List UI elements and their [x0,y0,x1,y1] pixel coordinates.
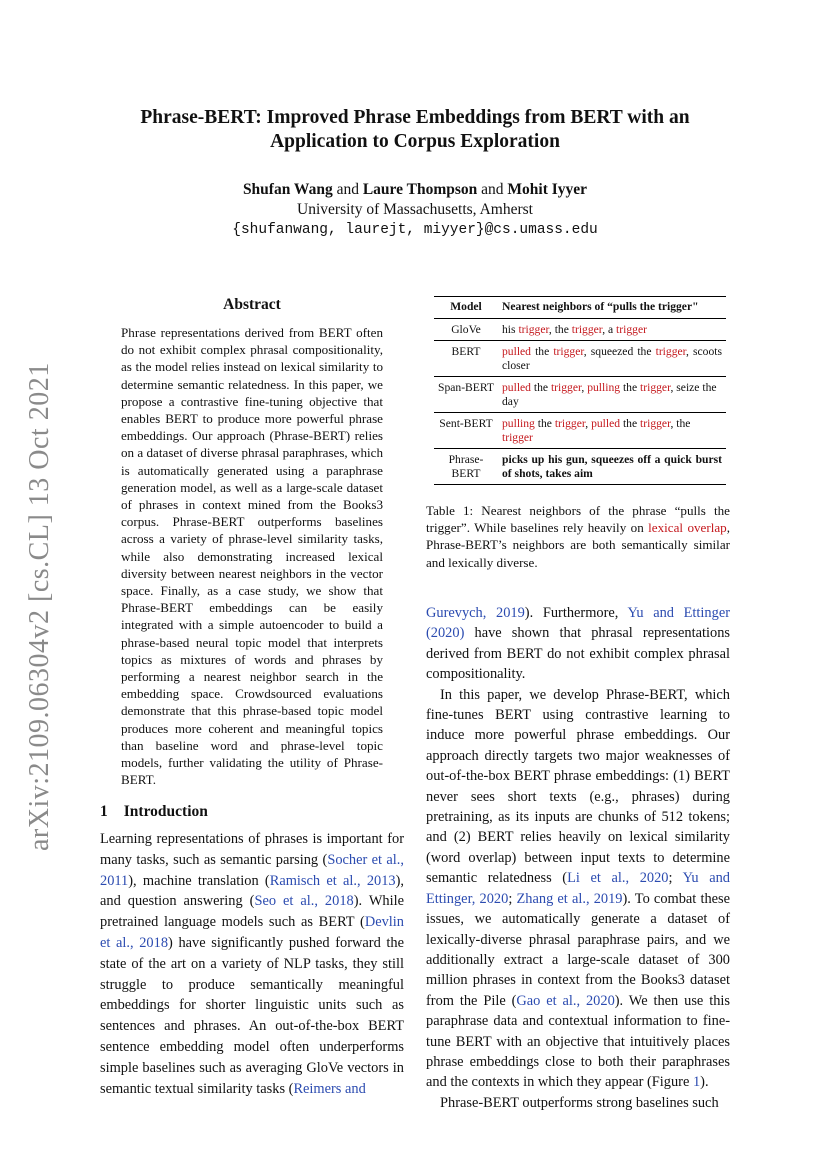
table-row [434,377,726,413]
intro-left-column: Learning representations of phrases is important for many tasks, such as semantic parsing (Socher et al., 2011), machine translation (Ramisch et al., 2013), and question answering (Seo et al., 2018). While pretrained language models such as BERT (Devlin et al., 2018) have significantly pushed forward the state of the art on a variety of NLP tasks, they still struggle to produce semantically meaningful embeddings for shorter linguistic units such as sentences and phrases. An out-of-the-box BERT sentence embedding model often underperforms simple baselines such as averaging GloVe vectors in semantic textual similarity tasks (Reimers and [100,831,405,1097]
author-3: Mohit Iyyer [507,181,588,198]
abstract-text: Phrase representations derived from BERT often do not exhibit complex phrasal compositionality, as the model relies instead on lexical similarity to determine semantic relatedness. In this paper, we propose a contrastive fine-tuning objective that enables BERT to produce more powerful phrase embeddings. Our approach (Phrase-BERT) relies on a dataset of diverse phrasal paraphrases, which is automatically generated using a paraphrase generation model, as well as a large-scale dataset of phrases in context mined from the Books3 corpus. Phrase-BERT outperforms baselines across a variety of phrase-level similarity tasks, while also demonstrating increased lexical diversity between nearest neighbors in the vector space. Finally, as a case study, we show that Phrase-BERT embeddings can be easily integrated with a simple autoencoder to build a phrase-based neural topic model that interprets topics as mixtures of words and phrases by performing a nearest neighbor search in the embedding space. Crowdsourced evaluations demonstrate that this phrase-based topic model produces more coherent and meaningful topics than baseline word and phrase-level topic models, further validating the utility of Phrase-BERT. [121,325,383,788]
header-model: Model [434,297,498,319]
author-2: Laure Thompson [362,181,478,198]
nearest-neighbors-table [434,296,726,485]
section-title: Introduction [123,803,208,820]
table-header-row [434,297,726,319]
abstract-heading: Abstract [223,296,281,313]
table-row [434,341,726,377]
table-row [434,413,726,449]
title-line-2: Application to Corpus Exploration [270,131,560,152]
citation-link[interactable]: Zhang et al., 2019 [516,890,623,907]
paragraph: In this paper, we develop Phrase-BERT, which fine-tunes BERT using contrastive learning to induce more powerful phrase embeddings. Our approach directly targets two major weaknesses of out-of-the-box BERT phrase embeddings: (1) BERT never sees short texts (e.g., phrases) during pretraining, as its inputs are chunks of 512 tokens; and (2) BERT relies heavily on lexical similarity (word overlap) between input texts to determine semantic relatedness (Li et al., 2020; Yu and Ettinger, 2020; Zhang et al., 2019). To combat these issues, we automatically generate a dataset of lexically-diverse phrasal paraphrase pairs, and we additionally extract a large-scale dataset of 300 million phrases in context from the Books3 dataset from the Pile (Gao et al., 2020). We then use this paraphrase data and contextual information to fine-tune BERT with an objective that intuitively places phrase embeddings close to both their paraphrases and the contexts in which they appear (Figure 1). [426,686,731,1091]
row-neighbors: pulled the trigger, squeezed the trigger, scoots closer [498,341,726,377]
section-number: 1 [100,803,108,820]
affiliation: University of Massachusetts, Amherst [297,201,533,218]
author-and-2: and [481,181,504,198]
row-model: BERT [434,341,498,377]
arxiv-identifier: arXiv:2109.06304v2 [cs.CL] 13 Oct 2021 [24,362,55,851]
row-model: Sent-BERT [434,413,498,449]
row-neighbors: pulling the trigger, pulled the trigger, the trigger [498,413,726,449]
citation-link[interactable]: Socher et al., 2011 [100,851,405,889]
paragraph: Gurevych, 2019). Furthermore, Yu and Ettinger (2020) have shown that phrasal representations derived from BERT do not exhibit complex phrasal compositionality. [426,605,730,683]
paper-title [110,106,720,154]
citation-link[interactable]: Li et al., 2020 [567,870,669,887]
author-block [110,180,720,240]
title-line-1: Phrase-BERT: Improved Phrase Embeddings from BERT with an [140,107,690,128]
citation-link[interactable]: Gurevych, 2019 [426,605,525,621]
table-row [434,449,726,485]
row-model: GloVe [434,319,498,341]
author-and-1: and [336,181,359,198]
author-emails: {shufanwang, laurejt, miyyer}@cs.umass.edu [232,222,598,238]
row-neighbors: his trigger, the trigger, a trigger [498,319,726,341]
citation-link[interactable]: Yu and Ettinger (2020) [426,605,730,642]
citation-link[interactable]: Ramisch et al., 2013 [269,872,396,889]
table-caption: Table 1: Nearest neighbors of the phrase “pulls the trigger”. While baselines rely heavily on lexical overlap, Phrase-BERT’s neighbors are both semantically similar and lexically diverse. [426,503,730,570]
caption-highlight: lexical overlap [648,520,727,536]
row-model: Span-BERT [434,377,498,413]
citation-link[interactable]: Devlin et al., 2018 [100,914,404,951]
author-1: Shufan Wang [242,181,333,198]
author-names [110,180,720,200]
citation-link[interactable]: Yu and Ettinger, 2020 [426,870,730,907]
citation-link[interactable]: Gao et al., 2020 [516,992,615,1009]
row-model: Phrase-BERT [434,449,498,485]
citation-link[interactable]: Reimers and [293,1080,366,1097]
intro-right-column [426,603,730,1113]
section-heading [100,803,224,821]
citation-link[interactable]: Seo et al., 2018 [254,893,354,910]
figure-link[interactable]: 1 [692,1074,701,1091]
row-neighbors: pulled the trigger, pulling the trigger, seize the day [498,377,726,413]
table-row [434,319,726,341]
header-neighbors: Nearest neighbors of “pulls the trigger" [498,297,726,319]
paragraph: Phrase-BERT outperforms strong baselines such [440,1094,719,1111]
row-neighbors: picks up his gun, squeezes off a quick burst of shots, takes aim [498,449,726,485]
